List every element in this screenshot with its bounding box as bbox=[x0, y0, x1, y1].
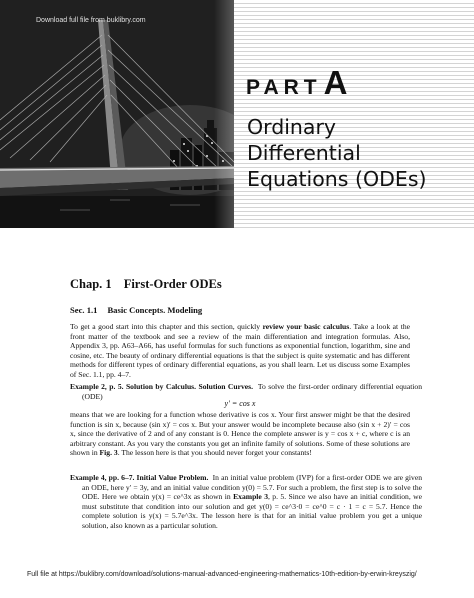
chapter-heading bbox=[70, 277, 222, 292]
explanation-text-end: . The lesson here is that you should never forget your constants! bbox=[117, 448, 312, 458]
part-banner bbox=[0, 0, 474, 228]
intro-paragraph bbox=[70, 322, 410, 380]
photo-edge-fade bbox=[214, 0, 234, 228]
bridge-illustration bbox=[0, 0, 234, 228]
example-4-text-end: , p. 5. Since we also have an initial condition, we must substitute that condition into our solution and get y(0) = ce^3·0 = ce^0 = c · 1 = c = 5.7. Hence the complete solution is y(x) = 5.7e^3x. The lesson here is that for an initial value problem you get a unique solution, also known as a particular solution. bbox=[82, 492, 422, 530]
example-4-text-start: In an initial value problem (IVP) for a first-order ODE we are given an ODE, here y′ = 3y, and an initial value condition y(0) = 5.7. For such a problem, the first step is to solve the ODE. Here we obtain y(x) = ce^3x as shown in bbox=[82, 473, 422, 502]
example-2-text: To solve the first-order ordinary differential equation (ODE) bbox=[82, 382, 423, 401]
example-2-explanation bbox=[70, 410, 410, 458]
figure-reference: Fig. 3 bbox=[99, 448, 118, 458]
explanation-text-start: means that we are looking for a function whose derivative is cos x. Your first answer might be that the desired function is sin x, because (sin x)′ = cos x. But your answer would be incomplete because also (sin x + 2)′ = cos x, since the derivative of 2 and of any constant is 0. Hence the complete answer is y = cos x + c, where c is an arbitrary constant. As you vary the constants you get an infinite family of solutions. Some of these solutions are shown in bbox=[70, 410, 410, 458]
footer-link[interactable]: Full file at https://buklibry.com/download/solutions-manual-advanced-engineering-mathematics-10th-edition-by-erwin-kreyszig/ bbox=[27, 571, 417, 578]
part-letter: A bbox=[323, 64, 348, 101]
download-note: Download full file from buklibry.com bbox=[36, 17, 146, 24]
part-title-line-3: Equations (ODEs) bbox=[247, 167, 427, 191]
part-title-line-1: Ordinary bbox=[247, 115, 337, 139]
part-label bbox=[246, 64, 347, 102]
chapter-number: Chap. 1 bbox=[70, 277, 112, 291]
part-title bbox=[247, 114, 467, 192]
example-4-heading: Example 4, pp. 6–7. Initial Value Problem. bbox=[70, 473, 209, 482]
chapter-title: First-Order ODEs bbox=[123, 277, 222, 291]
bridge-photo bbox=[0, 0, 234, 228]
part-title-line-2: Differential bbox=[247, 141, 361, 165]
example-reference: Example 3 bbox=[233, 492, 268, 502]
example-2-equation: y′ = cos x bbox=[224, 399, 256, 408]
section-heading bbox=[70, 305, 202, 315]
section-number: Sec. 1.1 bbox=[70, 305, 98, 315]
example-2-heading: Example 2, p. 5. Solution by Calculus. Solution Curves. bbox=[70, 382, 254, 391]
intro-bold-text: review your basic calculus bbox=[262, 322, 350, 331]
intro-text-start: To get a good start into this chapter and this section, quickly bbox=[70, 322, 263, 331]
intro-text-end: . Take a look at the front matter of the textbook and see a review of the main differentiation and integration formulas. Also, Appendix 3, pp. A63–A66, has useful formulas for such functions as exponential function, logarithm, sine and cosine, etc. The beauty of ordinary differential equations is that the subject is quite systematic and has different methods for different types of ordinary differential equations, as you shall learn. Let us discuss some Examples of Sec. 1.1, pp. 4–7. bbox=[70, 322, 410, 379]
part-word: PART bbox=[246, 76, 322, 99]
section-title: Basic Concepts. Modeling bbox=[107, 305, 203, 315]
example-4-paragraph bbox=[70, 473, 422, 531]
